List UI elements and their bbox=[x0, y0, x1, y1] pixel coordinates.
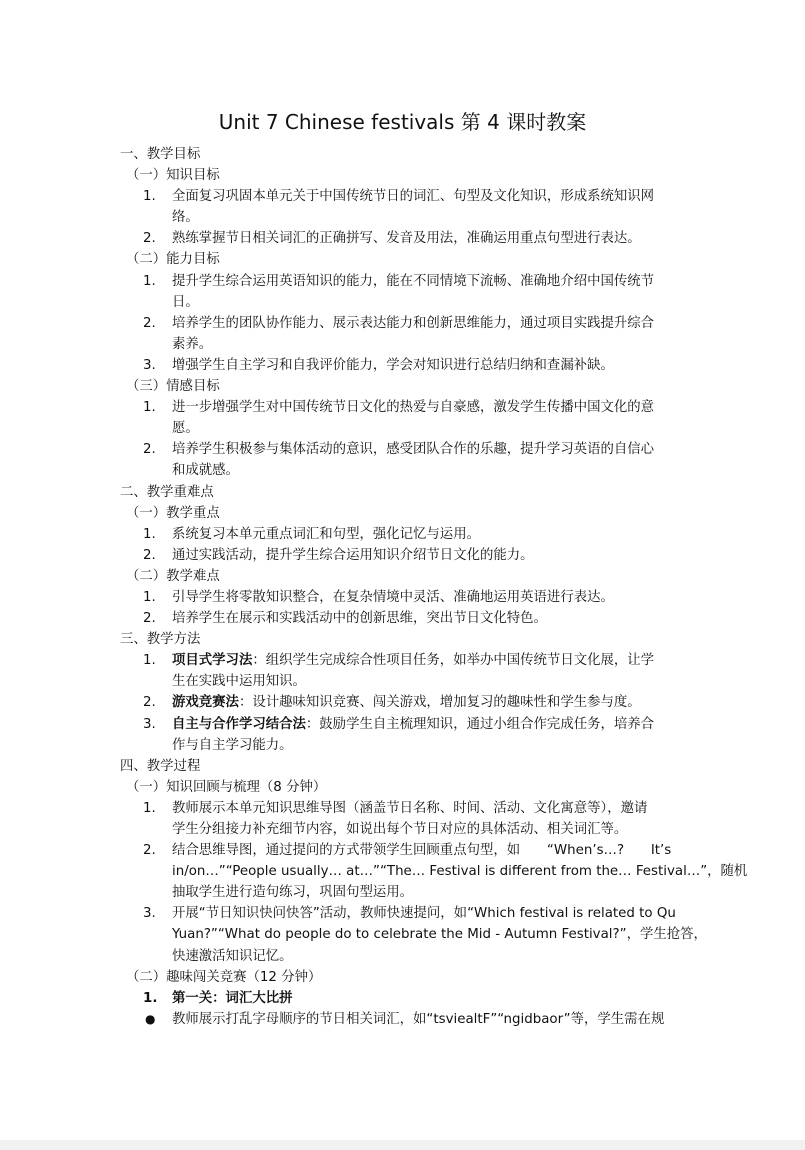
item-text: 增强学生自主学习和自我评价能力，学会对知识进行总结归纳和查漏补缺。 bbox=[172, 357, 614, 373]
bullet-item bbox=[120, 1009, 690, 1030]
list-item bbox=[120, 692, 690, 713]
item-text: 全面复习巩固本单元关于中国传统节日的词汇、句型及文化知识，形成系统知识网 bbox=[172, 189, 655, 205]
method-name: 项目式学习法 bbox=[172, 653, 253, 669]
list-item bbox=[120, 545, 690, 566]
item-text: ：鼓励学生自主梳理知识，通过小组合作完成任务，培养合 bbox=[305, 716, 655, 732]
list-item bbox=[120, 650, 690, 692]
subsection-heading: （一）知识目标 bbox=[126, 168, 220, 184]
item-number: 3. bbox=[143, 906, 156, 922]
item-number: 1. bbox=[143, 400, 156, 416]
list-item bbox=[120, 397, 690, 439]
item-text: 学生分组接力补充细节内容，如说出每个节日对应的具体活动、相关词汇等。 bbox=[172, 822, 628, 837]
item-text: 开展“节日知识快问快答”活动，教师快速提问，如“Which festival is related to Qu bbox=[172, 906, 676, 922]
item-text: 教师展示打乱字母顺序的节日相关词汇，如“tsviealtF”“ngidbaor”等，学生需在规 bbox=[172, 1011, 665, 1027]
item-text: 培养学生在展示和实践活动中的创新思维，突出节日文化特色。 bbox=[172, 611, 547, 627]
item-text: 和成就感。 bbox=[172, 463, 239, 479]
page-title: Unit 7 Chinese festivals 第 4 课时教案 bbox=[218, 110, 587, 134]
item-text: 作与自主学习能力。 bbox=[172, 737, 293, 753]
method-name: 自主与合作学习结合法 bbox=[172, 716, 306, 732]
item-text: 生在实践中运用知识。 bbox=[172, 674, 306, 690]
section-heading: 一、教学目标 bbox=[120, 147, 201, 162]
list-item bbox=[120, 840, 748, 903]
item-text: 系统复习本单元重点词汇和句型，强化记忆与运用。 bbox=[172, 526, 480, 542]
document-body bbox=[120, 144, 748, 1030]
list-item bbox=[120, 988, 690, 1009]
list-item bbox=[120, 186, 690, 228]
subsection-heading: （一）知识回顾与梳理（8 分钟） bbox=[126, 779, 327, 795]
item-number: 2. bbox=[143, 315, 156, 331]
level-title: 第一关：词汇大比拼 bbox=[172, 990, 293, 1006]
bullet-icon: ● bbox=[145, 1011, 156, 1026]
item-text: 进一步增强学生对中国传统节日文化的热爱与自豪感，激发学生传播中国文化的意 bbox=[172, 400, 655, 416]
item-number: 2. bbox=[143, 611, 156, 627]
item-number: 2. bbox=[143, 442, 156, 458]
item-text: in/on…”“People usually… at…”“The… Festival is different from the… Festival…”，随机 bbox=[172, 864, 748, 880]
subsection-heading: （二）能力目标 bbox=[126, 252, 220, 268]
subsection-heading: （二）教学难点 bbox=[126, 568, 220, 584]
item-text: 培养学生积极参与集体活动的意识，感受团队合作的乐趣，提升学习英语的自信心 bbox=[172, 442, 655, 458]
item-text: 抽取学生进行造句练习，巩固句型运用。 bbox=[172, 885, 414, 901]
item-text: 快速激活知识记忆。 bbox=[172, 948, 293, 964]
list-item bbox=[120, 355, 690, 376]
item-number: 1. bbox=[143, 990, 158, 1006]
item-number: 1. bbox=[143, 189, 156, 205]
list-item bbox=[120, 271, 690, 313]
item-text: 提升学生综合运用英语知识的能力，能在不同情境下流畅、准确地介绍中国传统节 bbox=[172, 273, 655, 289]
section-heading: 四、教学过程 bbox=[120, 758, 201, 774]
item-number: 1. bbox=[143, 800, 156, 816]
item-text: 素养。 bbox=[172, 336, 213, 352]
item-number: 1. bbox=[143, 526, 156, 542]
item-text: 通过实践活动，提升学生综合运用知识介绍节日文化的能力。 bbox=[172, 547, 534, 563]
list-item bbox=[120, 798, 690, 840]
item-text: 引导学生将零散知识整合，在复杂情境中灵活、准确地运用英语进行表达。 bbox=[172, 589, 614, 605]
item-text: ：组织学生完成综合性项目任务，如举办中国传统节日文化展，让学 bbox=[252, 653, 655, 669]
list-item bbox=[120, 439, 690, 481]
subsection-heading: （三）情感目标 bbox=[126, 379, 220, 395]
list-item bbox=[120, 228, 690, 249]
item-number: 2. bbox=[143, 547, 156, 563]
item-text: 熟练掌握节日相关词汇的正确拼写、发音及用法，准确运用重点句型进行表达。 bbox=[172, 231, 641, 247]
list-item bbox=[120, 524, 690, 545]
list-item bbox=[120, 903, 707, 966]
subsection-heading: （一）教学重点 bbox=[126, 505, 220, 521]
item-number: 2. bbox=[143, 695, 156, 711]
subsection-heading: （二）趣味闯关竞赛（12 分钟） bbox=[126, 969, 322, 985]
item-text: 培养学生的团队协作能力、展示表达能力和创新思维能力，通过项目实践提升综合 bbox=[172, 315, 655, 331]
section-heading: 三、教学方法 bbox=[120, 632, 201, 648]
item-number: 3. bbox=[143, 357, 156, 373]
section-heading: 二、教学重难点 bbox=[120, 484, 214, 500]
list-item bbox=[120, 608, 690, 629]
method-name: 游戏竞赛法 bbox=[172, 695, 239, 711]
item-number: 2. bbox=[143, 843, 156, 859]
item-text: ：设计趣味知识竞赛、闯关游戏，增加复习的趣味性和学生参与度。 bbox=[238, 695, 641, 711]
item-text: 教师展示本单元知识思维导图（涵盖节日名称、时间、活动、文化寓意等），邀请 bbox=[172, 800, 648, 816]
item-number: 1. bbox=[143, 273, 156, 289]
item-text: 结合思维导图，通过提问的方式带领学生回顾重点句型，如 “When’s…? It’s bbox=[172, 843, 672, 859]
list-item bbox=[120, 587, 690, 608]
list-item bbox=[120, 313, 690, 355]
item-text: 络。 bbox=[172, 210, 199, 226]
item-number: 2. bbox=[143, 231, 156, 247]
item-text: 日。 bbox=[172, 294, 199, 310]
item-number: 1. bbox=[143, 653, 156, 669]
item-text: 愿。 bbox=[172, 421, 199, 437]
item-number: 1. bbox=[143, 589, 156, 605]
item-text: Yuan?”“What do people do to celebrate the Mid - Autumn Festival?”，学生抢答， bbox=[172, 927, 707, 943]
list-item bbox=[120, 714, 690, 756]
item-number: 3. bbox=[143, 716, 156, 732]
